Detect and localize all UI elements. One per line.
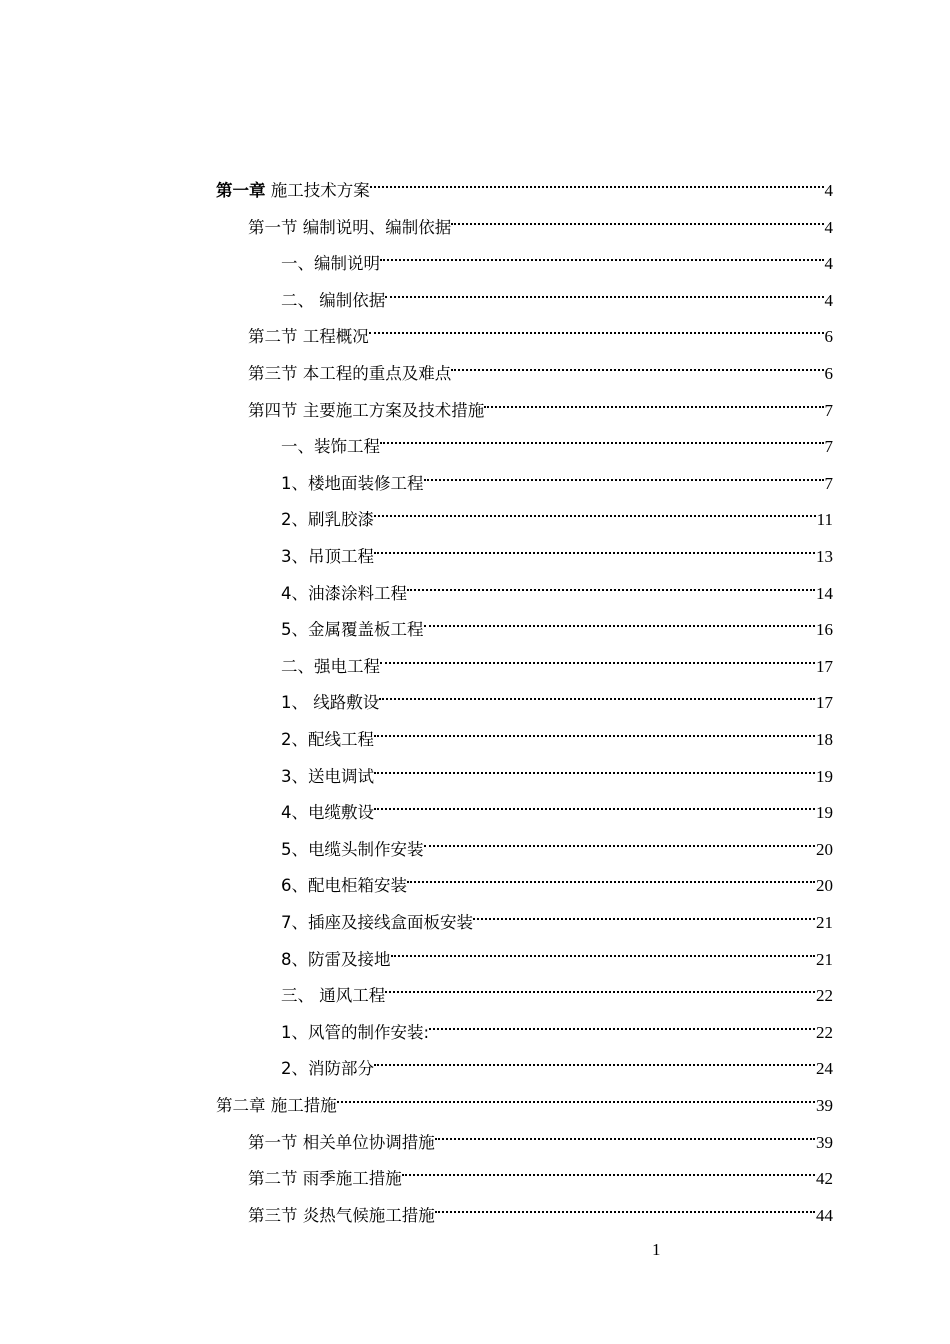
toc-entry[interactable] bbox=[216, 166, 833, 200]
toc-dot-leader bbox=[337, 1081, 815, 1111]
toc-entry-page: 7 bbox=[824, 400, 833, 420]
toc-entry-page: 4 bbox=[824, 181, 833, 200]
toc-entry[interactable] bbox=[281, 276, 833, 310]
toc-entry[interactable] bbox=[281, 898, 833, 932]
toc-entry[interactable] bbox=[281, 605, 833, 640]
toc-dot-leader bbox=[424, 825, 816, 855]
toc-entry-page: 17 bbox=[816, 693, 833, 713]
toc-entry-page: 24 bbox=[816, 1059, 833, 1079]
toc-entry-title: 第二章 施工措施 bbox=[216, 1096, 337, 1115]
toc-entry-title: 第一节 编制说明、编制依据 bbox=[248, 217, 452, 237]
toc-entry-page: 17 bbox=[816, 656, 833, 676]
toc-dot-leader bbox=[435, 1118, 815, 1148]
toc-entry-page: 16 bbox=[816, 620, 833, 640]
toc-entry-title: 第二节 工程概况 bbox=[248, 327, 369, 347]
toc-dot-leader bbox=[424, 459, 824, 489]
toc-entry[interactable] bbox=[281, 459, 833, 493]
toc-entry-title: 1、 线路敷设 bbox=[281, 693, 380, 713]
toc-entry-page: 39 bbox=[816, 1132, 833, 1152]
toc-dot-leader bbox=[424, 605, 816, 635]
toc-entry[interactable] bbox=[248, 349, 833, 383]
toc-entry[interactable] bbox=[281, 495, 833, 530]
toc-entry[interactable] bbox=[281, 239, 833, 274]
toc-entry[interactable] bbox=[281, 971, 833, 1006]
toc-entry-title: 第二节 雨季施工措施 bbox=[248, 1169, 402, 1189]
toc-dot-leader bbox=[451, 203, 823, 233]
toc-dot-leader bbox=[473, 898, 815, 928]
toc-dot-leader bbox=[374, 752, 815, 782]
toc-entry-page: 13 bbox=[816, 547, 833, 566]
toc-entry-page: 21 bbox=[816, 949, 833, 969]
toc-entry-page: 20 bbox=[816, 839, 833, 859]
toc-entry-title: 3、吊顶工程 bbox=[281, 547, 374, 566]
toc-dot-leader bbox=[385, 971, 815, 1001]
toc-entry-title: 2、配线工程 bbox=[281, 730, 374, 749]
toc-entry[interactable] bbox=[281, 642, 833, 676]
toc-entry-title: 5、金属覆盖板工程 bbox=[281, 620, 424, 640]
toc-dot-leader bbox=[374, 715, 815, 745]
toc-dot-leader bbox=[407, 569, 815, 599]
toc-entry[interactable] bbox=[248, 1191, 833, 1225]
toc-entry[interactable] bbox=[216, 1081, 833, 1115]
toc-entry-page: 11 bbox=[816, 510, 833, 530]
toc-entry-page: 14 bbox=[816, 583, 833, 603]
toc-entry-page: 19 bbox=[816, 766, 833, 786]
toc-entry[interactable] bbox=[281, 825, 833, 859]
toc-entry[interactable] bbox=[281, 1044, 833, 1079]
toc-entry[interactable] bbox=[281, 1008, 833, 1042]
toc-dot-leader bbox=[374, 532, 815, 562]
toc-entry[interactable] bbox=[248, 1118, 833, 1152]
toc-dot-leader bbox=[451, 349, 823, 379]
toc-entry-title: 4、电缆敷设 bbox=[281, 803, 374, 823]
toc-entry-page: 18 bbox=[816, 730, 833, 749]
toc-entry[interactable] bbox=[248, 203, 833, 237]
toc-dot-leader bbox=[374, 1044, 815, 1074]
toc-dot-leader bbox=[380, 642, 815, 672]
toc-entry[interactable] bbox=[248, 312, 833, 347]
toc-entry-title: 5、电缆头制作安装 bbox=[281, 839, 424, 859]
page-number: 1 bbox=[652, 1240, 661, 1259]
toc-dot-leader bbox=[380, 239, 824, 269]
toc-entry[interactable] bbox=[248, 386, 833, 420]
toc-entry[interactable] bbox=[281, 678, 833, 713]
toc-entry[interactable] bbox=[281, 715, 833, 749]
toc-entry-title: 第一节 相关单位协调措施 bbox=[248, 1132, 435, 1152]
toc-entry-page: 21 bbox=[816, 913, 833, 932]
toc-entry-page: 20 bbox=[816, 876, 833, 896]
toc-entry-title: 第三节 炎热气候施工措施 bbox=[248, 1205, 435, 1225]
toc-dot-leader bbox=[374, 788, 815, 818]
toc-dot-leader bbox=[435, 1191, 815, 1221]
toc-dot-leader bbox=[380, 422, 824, 452]
toc-entry-page: 6 bbox=[824, 327, 833, 347]
toc-entry-title: 2、刷乳胶漆 bbox=[281, 510, 374, 530]
toc-dot-leader bbox=[391, 935, 816, 965]
toc-entry-title: 6、配电柜箱安装 bbox=[281, 876, 407, 896]
toc-entry[interactable] bbox=[281, 861, 833, 896]
toc-entry-page: 4 bbox=[824, 290, 833, 310]
toc-entry-page: 44 bbox=[816, 1205, 833, 1225]
toc-entry-title: 2、消防部分 bbox=[281, 1059, 374, 1079]
toc-entry-title: 1、楼地面装修工程 bbox=[281, 473, 424, 493]
toc-entry-page: 4 bbox=[824, 254, 833, 274]
toc-dot-leader bbox=[370, 166, 824, 196]
toc-dot-leader bbox=[407, 861, 815, 891]
toc-dot-leader bbox=[402, 1154, 815, 1184]
toc-entry-page: 42 bbox=[816, 1169, 833, 1189]
toc-entry[interactable] bbox=[281, 935, 833, 969]
toc-entry-title: 8、防雷及接地 bbox=[281, 949, 391, 969]
toc-entry-title: 第一章 施工技术方案 bbox=[216, 181, 370, 200]
toc-entry-title: 一、装饰工程 bbox=[281, 437, 380, 457]
toc-entry-title: 三、 通风工程 bbox=[281, 986, 386, 1006]
toc-entry-title: 4、油漆涂料工程 bbox=[281, 583, 407, 603]
toc-entry[interactable] bbox=[281, 532, 833, 566]
toc-entry-title: 第三节 本工程的重点及难点 bbox=[248, 364, 452, 383]
toc-dot-leader bbox=[484, 386, 823, 416]
toc-entry-title: 二、 编制依据 bbox=[281, 290, 386, 310]
toc-dot-leader bbox=[374, 495, 816, 525]
toc-entry-page: 22 bbox=[816, 1022, 833, 1042]
toc-entry-title: 7、插座及接线盒面板安装 bbox=[281, 913, 473, 932]
toc-entry-page: 4 bbox=[824, 217, 833, 237]
toc-entry-page: 7 bbox=[824, 473, 833, 493]
toc-entry-title: 一、编制说明 bbox=[281, 254, 380, 274]
toc-entry[interactable] bbox=[281, 422, 833, 457]
toc-dot-leader bbox=[379, 678, 815, 708]
toc-dot-leader bbox=[429, 1008, 815, 1038]
toc-entry-title: 二、强电工程 bbox=[281, 656, 380, 676]
toc-entry-page: 22 bbox=[816, 986, 833, 1006]
toc-entry-page: 6 bbox=[824, 364, 833, 383]
toc-entry[interactable] bbox=[281, 788, 833, 823]
toc-entry-page: 7 bbox=[824, 437, 833, 457]
toc-entry[interactable] bbox=[281, 569, 833, 603]
toc-entry-page: 39 bbox=[816, 1096, 833, 1115]
toc-dot-leader bbox=[385, 276, 823, 306]
toc-entry-page: 19 bbox=[816, 803, 833, 823]
toc-dot-leader bbox=[369, 312, 824, 342]
toc-entry-title: 第四节 主要施工方案及技术措施 bbox=[248, 400, 485, 420]
toc-entry[interactable] bbox=[248, 1154, 833, 1189]
toc-entry-title: 1、风管的制作安装: bbox=[281, 1022, 430, 1042]
toc-entry[interactable] bbox=[281, 752, 833, 786]
toc-entry-title: 3、送电调试 bbox=[281, 766, 374, 786]
